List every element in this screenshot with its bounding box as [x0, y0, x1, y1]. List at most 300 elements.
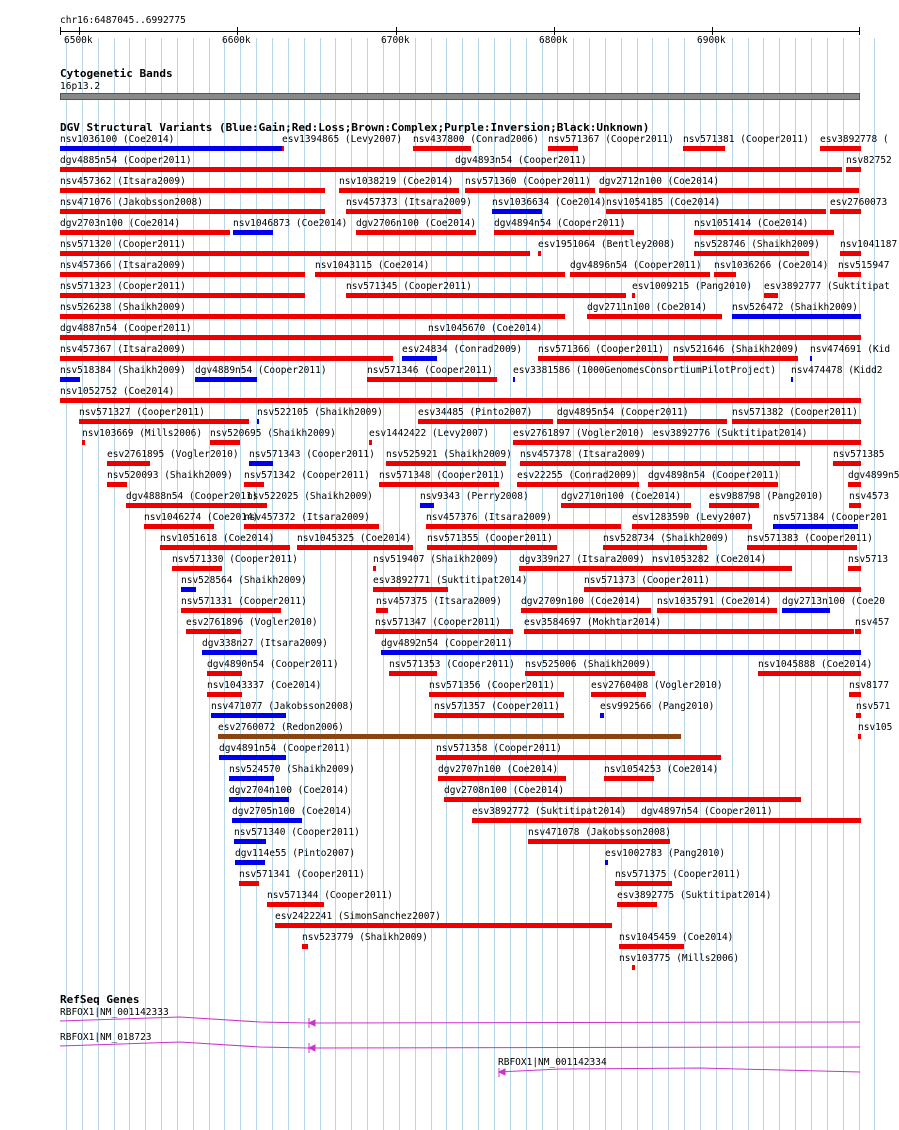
variant-label[interactable]: nsv571341 (Cooper2011): [239, 869, 365, 880]
variant-label[interactable]: nsv471078 (Jakobsson2008): [528, 827, 671, 838]
variant-bar[interactable]: [389, 671, 437, 676]
variant-bar[interactable]: [195, 377, 257, 382]
variant-label[interactable]: nsv526238 (Shaikh2009): [60, 302, 186, 313]
variant-bar[interactable]: [82, 440, 85, 445]
variant-label[interactable]: nsv571344 (Cooper2011): [267, 890, 393, 901]
variant-bar[interactable]: [429, 692, 564, 697]
variant-bar[interactable]: [219, 755, 286, 760]
variant-bar[interactable]: [657, 608, 777, 613]
variant-bar[interactable]: [413, 146, 471, 151]
variant-label[interactable]: nsv571383 (Cooper2011): [747, 533, 873, 544]
variant-label[interactable]: nsv103669 (Mills2006): [82, 428, 203, 439]
variant-label[interactable]: esv3892772 (Suktitipat2014): [472, 806, 627, 817]
variant-bar[interactable]: [764, 293, 778, 298]
variant-bar[interactable]: [653, 440, 861, 445]
variant-bar[interactable]: [438, 776, 566, 781]
variant-bar[interactable]: [838, 272, 861, 277]
variant-label[interactable]: nsv471076 (Jakobsson2008): [60, 197, 203, 208]
variant-label[interactable]: nsv1053282 (Coe2014): [652, 554, 767, 565]
variant-label[interactable]: nsv4573: [849, 491, 890, 502]
variant-label[interactable]: nsv1038219 (Coe2014): [339, 176, 454, 187]
variant-label[interactable]: esv2761897 (Vogler2010): [513, 428, 645, 439]
locus-label: chr16:6487045..6992775: [60, 15, 186, 26]
variant-label[interactable]: dgv2713n100 (Coe20: [782, 596, 885, 607]
variant-label[interactable]: nsv1036100 (Coe2014): [60, 134, 175, 145]
variant-bar[interactable]: [683, 146, 725, 151]
variant-label[interactable]: nsv1035791 (Coe2014): [657, 596, 772, 607]
variant-bar[interactable]: [673, 356, 798, 361]
variant-bar[interactable]: [599, 188, 859, 193]
variant-bar[interactable]: [420, 503, 434, 508]
variant-bar[interactable]: [144, 524, 214, 529]
gene-3-exon-icon: [499, 1068, 505, 1077]
gene-2-exon-icon: [309, 1043, 315, 1053]
variant-bar[interactable]: [426, 524, 621, 529]
variant-bar[interactable]: [172, 566, 222, 571]
variant-label[interactable]: nsv571366 (Cooper2011): [538, 344, 664, 355]
variant-bar[interactable]: [524, 629, 854, 634]
variant-label[interactable]: esv2760073: [830, 197, 888, 208]
variant-label[interactable]: nsv1045888 (Coe2014): [758, 659, 873, 670]
variant-bar[interactable]: [346, 209, 461, 214]
variant-label[interactable]: nsv571358 (Cooper2011): [436, 743, 562, 754]
variant-bar[interactable]: [436, 755, 721, 760]
variant-bar[interactable]: [548, 146, 578, 151]
variant-label[interactable]: esv2761895 (Vogler2010): [107, 449, 239, 460]
variant-label[interactable]: nsv1046274 (Coe2014): [144, 512, 259, 523]
variant-label[interactable]: nsv571331 (Cooper2011): [181, 596, 307, 607]
variant-label[interactable]: nsv457372 (Itsara2009): [244, 512, 370, 523]
variant-label[interactable]: nsv105: [858, 722, 893, 733]
variant-bar[interactable]: [60, 251, 530, 256]
variant-label[interactable]: nsv1041187: [840, 239, 898, 250]
variant-bar[interactable]: [694, 230, 834, 235]
variant-bar[interactable]: [373, 587, 448, 592]
variant-bar[interactable]: [587, 314, 722, 319]
variant-label[interactable]: esv3892776 (Suktitipat2014): [653, 428, 808, 439]
gene-label-2[interactable]: RBFOX1|NM_018723: [60, 1032, 152, 1043]
variant-bar[interactable]: [297, 545, 413, 550]
variant-label[interactable]: dgv4893n54 (Cooper2011): [455, 155, 587, 166]
variant-label[interactable]: esv1283590 (Levy2007): [632, 512, 753, 523]
variant-label[interactable]: nsv525006 (Shaikh2009): [525, 659, 651, 670]
variant-bar[interactable]: [247, 503, 267, 508]
variant-bar[interactable]: [848, 482, 861, 487]
variant-bar[interactable]: [267, 902, 324, 907]
variant-label[interactable]: esv3381586 (1000GenomesConsortiumPilotProject): [513, 365, 777, 376]
variant-label[interactable]: nsv571381 (Cooper2011): [683, 134, 809, 145]
variant-bar[interactable]: [244, 524, 379, 529]
variant-label[interactable]: nsv1045459 (Coe2014): [619, 932, 734, 943]
variant-label[interactable]: dgv4889n54 (Cooper2011): [195, 365, 327, 376]
variant-bar[interactable]: [632, 293, 635, 298]
variant-label[interactable]: nsv571323 (Cooper2011): [60, 281, 186, 292]
variant-label[interactable]: nsv474691 (Kid: [810, 344, 891, 355]
variant-bar[interactable]: [229, 776, 274, 781]
variant-bar[interactable]: [858, 734, 861, 739]
variant-bar[interactable]: [249, 461, 273, 466]
variant-label[interactable]: dgv4891n54 (Cooper2011): [219, 743, 351, 754]
variant-label[interactable]: dgv2704n100 (Coe2014): [229, 785, 350, 796]
variant-bar[interactable]: [60, 314, 565, 319]
variant-bar[interactable]: [427, 545, 557, 550]
variant-label[interactable]: dgv2707n100 (Coe2014): [438, 764, 559, 775]
variant-label[interactable]: nsv571327 (Cooper2011): [79, 407, 205, 418]
variant-bar[interactable]: [107, 461, 150, 466]
variant-label[interactable]: dgv2703n100 (Coe2014): [60, 218, 181, 229]
variant-bar[interactable]: [60, 209, 325, 214]
variant-label[interactable]: esv3892771 (Suktitipat2014): [373, 575, 528, 586]
variant-bar[interactable]: [381, 650, 861, 655]
variant-bar[interactable]: [810, 356, 812, 361]
variant-bar[interactable]: [600, 713, 604, 718]
variant-bar[interactable]: [856, 713, 861, 718]
variant-label[interactable]: dgv114e55 (Pinto2007): [235, 848, 356, 859]
variant-bar[interactable]: [181, 587, 196, 592]
variant-bar[interactable]: [641, 818, 861, 823]
variant-label[interactable]: esv992566 (Pang2010): [600, 701, 715, 712]
variant-bar[interactable]: [846, 167, 861, 172]
variant-label[interactable]: nsv1054185 (Coe2014): [606, 197, 721, 208]
variant-bar[interactable]: [694, 251, 809, 256]
variant-bar[interactable]: [218, 734, 681, 739]
variant-label[interactable]: nsv523779 (Shaikh2009): [302, 932, 428, 943]
variant-label[interactable]: nsv571348 (Cooper2011): [379, 470, 505, 481]
variant-bar[interactable]: [648, 482, 778, 487]
gene-model-2[interactable]: [60, 1042, 860, 1048]
variant-bar[interactable]: [603, 545, 707, 550]
variant-label[interactable]: nsv103775 (Mills2006): [619, 953, 740, 964]
variant-label[interactable]: nsv1052752 (Coe2014): [60, 386, 175, 397]
variant-label[interactable]: nsv519407 (Shaikh2009): [373, 554, 499, 565]
variant-bar[interactable]: [747, 545, 857, 550]
variant-label[interactable]: dgv2710n100 (Coe2014): [561, 491, 682, 502]
variant-label[interactable]: dgv4896n54 (Cooper2011): [570, 260, 702, 271]
variant-label[interactable]: nsv571320 (Cooper2011): [60, 239, 186, 250]
variant-bar[interactable]: [820, 146, 861, 151]
variant-label[interactable]: dgv4894n54 (Cooper2011): [494, 218, 626, 229]
variant-bar[interactable]: [369, 440, 372, 445]
variant-bar[interactable]: [386, 461, 506, 466]
ruler-tick-label: 6700k: [381, 35, 410, 46]
variant-bar[interactable]: [849, 503, 861, 508]
variant-label[interactable]: nsv82752: [846, 155, 892, 166]
variant-bar[interactable]: [60, 272, 305, 277]
variant-label[interactable]: dgv4888n54 (Cooper2011): [126, 491, 258, 502]
variant-label[interactable]: esv3892775 (Suktitipat2014): [617, 890, 772, 901]
variant-label[interactable]: dgv4885n54 (Cooper2011): [60, 155, 192, 166]
variant-bar[interactable]: [60, 398, 861, 403]
variant-label[interactable]: nsv571340 (Cooper2011): [234, 827, 360, 838]
variant-label[interactable]: nsv571356 (Cooper2011): [429, 680, 555, 691]
variant-bar[interactable]: [346, 293, 626, 298]
variant-bar[interactable]: [339, 188, 459, 193]
variant-label[interactable]: nsv1045670 (Coe2014): [428, 323, 543, 334]
variant-label[interactable]: nsv457378 (Itsara2009): [520, 449, 646, 460]
variant-bar[interactable]: [60, 146, 282, 151]
variant-label[interactable]: nsv571346 (Cooper2011): [367, 365, 493, 376]
variant-label[interactable]: nsv520093 (Shaikh2009): [107, 470, 233, 481]
variant-label[interactable]: nsv474478 (Kidd2: [791, 365, 883, 376]
variant-label[interactable]: nsv1045325 (Coe2014): [297, 533, 412, 544]
variant-bar[interactable]: [494, 230, 634, 235]
variant-label[interactable]: nsv571353 (Cooper2011): [389, 659, 515, 670]
variant-bar[interactable]: [60, 377, 80, 382]
variant-bar[interactable]: [233, 230, 273, 235]
variant-label[interactable]: dgv338n27 (Itsara2009): [202, 638, 328, 649]
variant-label[interactable]: dgv2705n100 (Coe2014): [232, 806, 353, 817]
variant-bar[interactable]: [605, 860, 608, 865]
variant-label[interactable]: nsv1036634 (Coe2014): [492, 197, 607, 208]
variant-bar[interactable]: [632, 524, 752, 529]
variant-label[interactable]: esv34485 (Pinto2007): [418, 407, 533, 418]
variant-bar[interactable]: [557, 419, 727, 424]
variant-bar[interactable]: [235, 860, 265, 865]
variant-label[interactable]: nsv521646 (Shaikh2009): [673, 344, 799, 355]
variant-bar[interactable]: [520, 461, 800, 466]
grid-line: [763, 38, 764, 1130]
variant-bar[interactable]: [257, 419, 259, 424]
variant-label[interactable]: dgv2708n100 (Coe2014): [444, 785, 565, 796]
variant-bar[interactable]: [732, 419, 861, 424]
ruler-tick: [554, 27, 555, 35]
variant-bar[interactable]: [444, 797, 801, 802]
variant-label[interactable]: nsv571367 (Cooper2011): [548, 134, 674, 145]
variant-bar[interactable]: [282, 146, 284, 151]
variant-bar[interactable]: [373, 566, 376, 571]
variant-label[interactable]: dgv2706n100 (Coe2014): [356, 218, 477, 229]
variant-bar[interactable]: [79, 419, 249, 424]
variant-label[interactable]: esv1442422 (Levy2007): [369, 428, 490, 439]
variant-bar[interactable]: [244, 482, 264, 487]
variant-bar[interactable]: [126, 503, 256, 508]
variant-label[interactable]: nsv457: [855, 617, 890, 628]
variant-label[interactable]: nsv571385: [833, 449, 885, 460]
variant-bar[interactable]: [570, 272, 710, 277]
variant-label[interactable]: nsv571360 (Cooper2011): [465, 176, 591, 187]
variant-bar[interactable]: [229, 797, 289, 802]
variant-label[interactable]: nsv524570 (Shaikh2009): [229, 764, 355, 775]
variant-label[interactable]: esv3584697 (Mokhtar2014): [524, 617, 662, 628]
variant-bar[interactable]: [367, 377, 497, 382]
variant-label[interactable]: dgv2711n100 (Coe2014): [587, 302, 708, 313]
variant-label[interactable]: nsv571373 (Cooper2011): [584, 575, 710, 586]
variant-label[interactable]: nsv571342 (Cooper2011): [244, 470, 370, 481]
variant-label[interactable]: esv22255 (Conrad2009): [517, 470, 638, 481]
variant-bar[interactable]: [652, 566, 792, 571]
variant-bar[interactable]: [604, 776, 654, 781]
variant-bar[interactable]: [60, 188, 325, 193]
variant-bar[interactable]: [207, 671, 242, 676]
variant-bar[interactable]: [181, 608, 281, 613]
variant-label[interactable]: nsv457366 (Itsara2009): [60, 260, 186, 271]
variant-label[interactable]: dgv4887n54 (Cooper2011): [60, 323, 192, 334]
variant-label[interactable]: nsv437800 (Conrad2006): [413, 134, 539, 145]
variant-label[interactable]: nsv528746 (Shaikh2009): [694, 239, 820, 250]
variant-label[interactable]: nsv1036266 (Coe2014): [714, 260, 829, 271]
variant-bar[interactable]: [833, 461, 861, 466]
variant-label[interactable]: nsv571382 (Cooper2011): [732, 407, 858, 418]
variant-bar[interactable]: [517, 482, 639, 487]
variant-label[interactable]: nsv571347 (Cooper2011): [375, 617, 501, 628]
variant-label[interactable]: nsv528564 (Shaikh2009): [181, 575, 307, 586]
variant-bar[interactable]: [830, 209, 861, 214]
variant-label[interactable]: esv1002783 (Pang2010): [605, 848, 726, 859]
variant-bar[interactable]: [591, 692, 646, 697]
variant-bar[interactable]: [211, 713, 286, 718]
variant-bar[interactable]: [107, 482, 127, 487]
variant-bar[interactable]: [521, 608, 651, 613]
variant-bar[interactable]: [465, 188, 595, 193]
variant-bar[interactable]: [855, 629, 861, 634]
variant-label[interactable]: dgv4899n5: [848, 470, 899, 481]
variant-bar[interactable]: [732, 314, 861, 319]
variant-label[interactable]: nsv8177: [849, 680, 890, 691]
variant-label[interactable]: nsv1043115 (Coe2014): [315, 260, 430, 271]
variant-bar[interactable]: [302, 944, 308, 949]
variant-label[interactable]: esv3892777 (Suktitipat: [764, 281, 890, 292]
variant-bar[interactable]: [714, 272, 736, 277]
variant-bar[interactable]: [619, 944, 684, 949]
variant-label[interactable]: esv3892778 (: [820, 134, 889, 145]
variant-label[interactable]: esv1951064 (Bentley2008): [538, 239, 676, 250]
variant-bar[interactable]: [513, 377, 515, 382]
variant-bar[interactable]: [561, 503, 691, 508]
variant-bar[interactable]: [791, 377, 793, 382]
variant-bar[interactable]: [848, 566, 861, 571]
variant-label[interactable]: nsv571: [856, 701, 891, 712]
variant-label[interactable]: nsv1043337 (Coe2014): [207, 680, 322, 691]
variant-label[interactable]: nsv520695 (Shaikh2009): [210, 428, 336, 439]
variant-label[interactable]: nsv522105 (Shaikh2009): [257, 407, 383, 418]
variant-label[interactable]: nsv1051414 (Coe2014): [694, 218, 809, 229]
variant-bar[interactable]: [773, 524, 858, 529]
variant-label[interactable]: nsv571384 (Cooper201: [773, 512, 888, 523]
variant-bar[interactable]: [606, 209, 826, 214]
variant-label[interactable]: esv24834 (Conrad2009): [402, 344, 523, 355]
variant-bar[interactable]: [60, 293, 305, 298]
variant-bar[interactable]: [375, 629, 513, 634]
variant-label[interactable]: esv2760408 (Vogler2010): [591, 680, 723, 691]
variant-label[interactable]: nsv571330 (Cooper2011): [172, 554, 298, 565]
gene-label-1[interactable]: RBFOX1|NM_001142333: [60, 1007, 169, 1018]
variant-bar[interactable]: [632, 965, 635, 970]
variant-bar[interactable]: [232, 818, 302, 823]
variant-label[interactable]: dgv4895n54 (Cooper2011): [557, 407, 689, 418]
variant-label[interactable]: esv2761896 (Vogler2010): [186, 617, 318, 628]
variant-label[interactable]: nsv457373 (Itsara2009): [346, 197, 472, 208]
variant-bar[interactable]: [418, 419, 553, 424]
variant-label[interactable]: nsv1051618 (Coe2014): [160, 533, 275, 544]
grid-line: [795, 38, 796, 1130]
variant-label[interactable]: nsv571375 (Cooper2011): [615, 869, 741, 880]
variant-bar[interactable]: [210, 440, 240, 445]
variant-bar[interactable]: [840, 251, 861, 256]
variant-label[interactable]: dgv4892n54 (Cooper2011): [381, 638, 513, 649]
variant-label[interactable]: nsv525921 (Shaikh2009): [386, 449, 512, 460]
variant-bar[interactable]: [428, 335, 861, 340]
ruler-tick-label: 6800k: [539, 35, 568, 46]
variant-bar[interactable]: [239, 881, 259, 886]
variant-label[interactable]: nsv571343 (Cooper2011): [249, 449, 375, 460]
variant-label[interactable]: nsv528734 (Shaikh2009): [603, 533, 729, 544]
variant-bar[interactable]: [160, 545, 290, 550]
variant-bar[interactable]: [615, 881, 672, 886]
variant-label[interactable]: nsv1054253 (Coe2014): [604, 764, 719, 775]
variant-bar[interactable]: [455, 167, 841, 172]
variant-bar[interactable]: [60, 356, 393, 361]
variant-bar[interactable]: [538, 356, 668, 361]
variant-label[interactable]: nsv457367 (Itsara2009): [60, 344, 186, 355]
variant-label[interactable]: dgv4897n54 (Cooper2011): [641, 806, 773, 817]
gene-model-3[interactable]: [499, 1068, 860, 1072]
variant-label[interactable]: nsv9343 (Perry2008): [420, 491, 529, 502]
variant-bar[interactable]: [782, 608, 830, 613]
variant-label[interactable]: dgv2709n100 (Coe2014): [521, 596, 642, 607]
variant-bar[interactable]: [584, 587, 861, 592]
gene-model-1[interactable]: [60, 1017, 860, 1023]
variant-label[interactable]: esv1394865 (Levy2007): [282, 134, 403, 145]
variant-bar[interactable]: [234, 839, 266, 844]
variant-bar[interactable]: [538, 251, 541, 256]
variant-label[interactable]: esv2760072 (Redon2006): [218, 722, 344, 733]
variant-label[interactable]: nsv571355 (Cooper2011): [427, 533, 553, 544]
variant-bar[interactable]: [275, 923, 612, 928]
variant-label[interactable]: nsv5713: [848, 554, 889, 565]
variant-bar[interactable]: [617, 902, 657, 907]
variant-label[interactable]: dgv4890n54 (Cooper2011): [207, 659, 339, 670]
variant-bar[interactable]: [849, 692, 861, 697]
variant-label[interactable]: nsv571357 (Cooper2011): [434, 701, 560, 712]
variant-bar[interactable]: [207, 692, 242, 697]
variant-bar[interactable]: [356, 230, 476, 235]
variant-bar[interactable]: [513, 440, 653, 445]
variant-bar[interactable]: [60, 230, 230, 235]
variant-bar[interactable]: [379, 482, 499, 487]
variant-bar[interactable]: [376, 608, 388, 613]
variant-label[interactable]: nsv522025 (Shaikh2009): [247, 491, 373, 502]
variant-label[interactable]: esv988798 (Pang2010): [709, 491, 824, 502]
variant-label[interactable]: nsv571345 (Cooper2011): [346, 281, 472, 292]
cytoband-bar[interactable]: [60, 93, 860, 100]
variant-label[interactable]: nsv1046873 (Coe2014): [233, 218, 348, 229]
variant-label[interactable]: nsv518384 (Shaikh2009): [60, 365, 186, 376]
variant-label[interactable]: nsv471077 (Jakobsson2008): [211, 701, 354, 712]
variant-label[interactable]: nsv457362 (Itsara2009): [60, 176, 186, 187]
variant-label[interactable]: nsv457376 (Itsara2009): [426, 512, 552, 523]
grid-line: [811, 38, 812, 1130]
variant-bar[interactable]: [186, 629, 241, 634]
variant-bar[interactable]: [402, 356, 437, 361]
gene-label-3[interactable]: RBFOX1|NM_001142334: [498, 1057, 607, 1068]
variant-bar[interactable]: [525, 671, 655, 676]
variant-label[interactable]: dgv4898n54 (Cooper2011): [648, 470, 780, 481]
variant-label[interactable]: esv1009215 (Pang2010): [632, 281, 753, 292]
variant-bar[interactable]: [492, 209, 542, 214]
variant-label[interactable]: nsv515947: [838, 260, 890, 271]
variant-label[interactable]: nsv526472 (Shaikh2009): [732, 302, 858, 313]
variant-label[interactable]: nsv457375 (Itsara2009): [376, 596, 502, 607]
variant-bar[interactable]: [758, 671, 861, 676]
variant-bar[interactable]: [315, 272, 565, 277]
variant-label[interactable]: dgv339n27 (Itsara2009): [519, 554, 645, 565]
variant-label[interactable]: dgv2712n100 (Coe2014): [599, 176, 720, 187]
variant-label[interactable]: esv2422241 (SimonSanchez2007): [275, 911, 441, 922]
variant-bar[interactable]: [709, 503, 759, 508]
variant-bar[interactable]: [528, 839, 670, 844]
variant-bar[interactable]: [202, 650, 257, 655]
variant-bar[interactable]: [434, 713, 564, 718]
